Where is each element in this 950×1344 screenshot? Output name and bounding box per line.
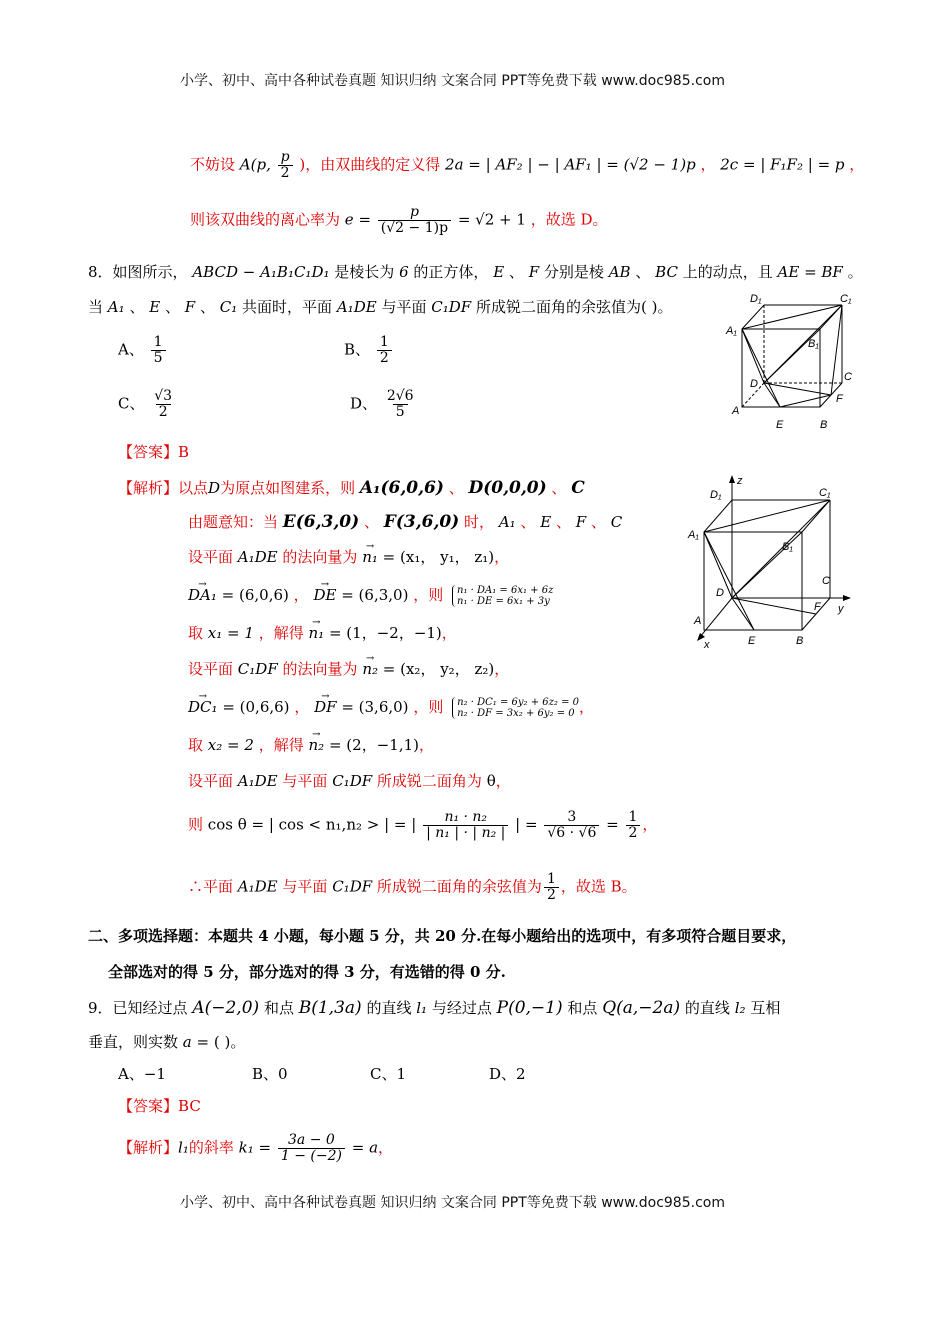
denominator: 1 − (−2) [278,1148,345,1164]
fraction [278,1133,345,1164]
label-b: B [820,419,828,431]
text: 当 [88,298,104,316]
line-d-e [764,383,780,407]
q8-solution-line-11 [188,872,637,903]
text: 是棱长为 [334,263,395,281]
option-label: C、 [118,394,145,413]
label-e: E [776,419,784,431]
text: 、 [555,513,571,531]
math: = (0,6,6) [222,698,290,716]
math: | = [515,815,538,834]
option-value: 1 [396,1065,407,1083]
text: 由题意知：当 [188,513,279,531]
math: = [606,815,619,834]
text: 所成锐二面角的余弦值为 [376,877,542,896]
equation: n₁ · DE = 6x₁ + 3y [457,596,550,607]
math: F(3,6,0) [383,512,460,532]
x-axis [700,598,732,637]
option-value: 0 [278,1065,288,1083]
label-x: x [704,639,710,651]
math: A₁ [498,513,516,531]
equation-system [452,585,553,607]
page-footer: 小学、初中、高中各种试卷真题 知识归纳 文案合同 PPT等免费下载 www.doc985.com [180,1195,725,1211]
q8-solution-line-7 [188,697,594,719]
vector: → DE [313,585,336,605]
text: ， [494,548,510,566]
math: = √2 + 1 [457,210,526,229]
line-a1-d [742,329,764,383]
numerator: 1 [628,809,638,825]
text: 则该双曲线的离心率为 [190,210,341,229]
q8-solution-line-8 [188,735,434,755]
math: = (2，−1,1) [328,736,419,754]
text: 与经过点 [431,999,492,1017]
fraction [544,872,559,903]
q8-stem-line-2 [88,297,672,317]
label-d: D [750,378,758,390]
math: E(6,3,0) [282,512,360,532]
vector: → DF [314,697,336,717]
text: 的直线 [684,999,730,1017]
text: 、 [551,479,567,497]
text: 、 [508,263,524,281]
text: 时， [464,513,495,531]
math: C₁DF [332,877,373,896]
q8-stem-line-1 [88,262,863,282]
text: ， [700,155,716,174]
label-f: F [836,393,843,405]
text: ， [418,736,434,754]
text: 的斜率 [188,1138,234,1157]
option-label: D、 [350,394,378,413]
label-a: A [732,405,740,417]
section-2-heading-line-1: 二、多项选择题：本题共 4 小题，每小题 5 分，共 20 分.在每小题给出的选项中，有多项符合题目要求， [88,927,797,945]
denominator: √6 · √6 [544,825,599,841]
cube-figure-1 [722,292,862,432]
math: P(0,−1) [496,998,563,1018]
math: F [184,298,196,316]
q8-solution-line-10 [188,810,657,841]
numerator: 1 [153,334,163,350]
denominator: 2 [626,825,641,841]
q8-option-b [344,335,394,366]
line-e-f [780,395,831,407]
cube-figure-2 [682,472,852,652]
q8-solution-line-1 [118,478,585,498]
math: C [610,513,623,531]
math: cos θ = | cos < n₁,n₂ > | = | [207,815,417,834]
math: 2a = | AF₂ | − | AF₁ | = (√2 − 1)p [445,155,696,174]
math: A₁DE [237,877,278,896]
text: 分别是棱 [543,263,604,281]
page-header: 小学、初中、高中各种试卷真题 知识归纳 文案合同 PPT等免费下载 www.doc985.com [180,73,725,89]
option-label: C、 [370,1065,397,1083]
math: E [149,298,161,316]
math: A₁(6,0,6) [359,478,444,498]
text: 、 [590,513,606,531]
numerator: 2√6 [386,388,414,404]
math: D [208,479,221,497]
q9-option-c [370,1064,406,1084]
line-a1-e [704,532,754,630]
math: 2c = | F₁F₂ | = p [720,155,845,174]
denominator: 2 [544,887,559,903]
z-arrow-icon [729,475,735,483]
text: 和点 [567,999,598,1017]
q8-option-c [118,389,177,420]
math: = (x₁， y₁， z₁) [382,548,495,566]
math: E [540,513,552,531]
math: E [493,263,505,281]
math: = (6,0,6) [221,586,289,604]
q8-option-d [350,389,419,420]
fraction [423,810,508,841]
option-label: B、 [344,340,371,359]
q8-solution-line-9 [188,771,511,791]
math: = (x₂， y₂， z₂) [382,660,495,678]
math: e = [344,210,372,229]
fraction [377,335,392,366]
math: C₁DF [332,772,373,790]
text: 。 [847,263,863,281]
q8-solution-line-5 [188,623,457,643]
line-d-f [764,383,831,395]
option-value: −1 [143,1065,166,1083]
equation: n₂ · DC₁ = 6y₂ + 6z₂ = 0 [457,697,580,708]
text: 、 [199,298,215,316]
math: = (1，−2，−1) [328,624,442,642]
math: D(0,0,0) [468,478,547,498]
denominator: 2 [156,404,171,420]
text: ， [494,660,510,678]
y-arrow-icon [843,595,851,601]
denominator: 5 [151,350,166,366]
text: ，则 [413,586,444,604]
solution-label: 【解析】 [118,479,179,497]
option-label: A、 [118,1065,144,1083]
text: ， [441,624,457,642]
line-d-e [732,598,754,630]
text: 设平面 [188,772,234,790]
math: 6 [399,263,409,281]
text: ， [495,772,511,790]
text: ，解得 [258,624,304,642]
math: AE = BF [777,263,843,281]
text: 9．已知经过点 [88,999,188,1017]
text: 垂直，则实数 [88,1033,179,1051]
q9-option-a [118,1064,166,1084]
fraction [151,335,166,366]
answer-label: 【答案】 [118,443,179,461]
text: 和点 [263,999,294,1017]
text: 上的动点，且 [682,263,773,281]
label-c1: C₁ [840,293,852,305]
math: θ [486,772,496,790]
prev-solution-line-2 [190,205,608,236]
math: A(p, [239,155,271,174]
math: A₁DE [237,772,278,790]
math: l₁ [416,999,428,1017]
answer-value: B [178,443,190,461]
q9-stem-line-2 [88,1032,245,1052]
label-c: C [844,371,852,383]
numerator: 3 [567,809,577,825]
q8-answer [118,442,189,462]
text: 与平面 [381,298,427,316]
math: a = [182,1033,210,1051]
text: 共面时，平面 [242,298,333,316]
math: = a [351,1138,379,1157]
q9-answer [118,1096,201,1116]
numerator: 1 [546,871,556,887]
math: B(1,3a) [298,998,362,1018]
math: A(−2,0) [192,998,260,1018]
text: 的正方体， [413,263,489,281]
denominator: 5 [393,404,408,420]
fraction [151,389,175,420]
label-z: z [737,475,743,487]
numerator: p [409,204,419,220]
text: 不妨设 [190,155,236,174]
text: 、 [363,513,379,531]
math: ABCD − A₁B₁C₁D₁ [192,263,330,281]
text: 、 [129,298,145,316]
label-d1: D₁ [710,489,722,501]
text: 、 [635,263,651,281]
denominator: 2 [377,350,392,366]
text: ， [642,815,658,834]
answer-label: 【答案】 [118,1097,179,1115]
text: ， [849,155,865,174]
equation-system [452,697,579,719]
math: l₂ [734,999,746,1017]
math: = (3,6,0) [341,698,409,716]
fraction [384,389,417,420]
math: x₂ = 2 [207,736,254,754]
text: 的直线 [366,999,412,1017]
math: A₁DE [237,548,278,566]
denominator: (√2 − 1)p [378,220,451,236]
q8-solution-line-6 [188,659,509,679]
math: C₁DF [237,660,278,678]
math: C₁ [219,298,238,316]
cube-edge [742,305,764,329]
label-a: A [694,615,702,627]
numerator: √3 [154,388,173,404]
text: ( )。 [213,1033,246,1051]
text: 的法向量为 [282,548,358,566]
text: 、 [448,479,464,497]
fraction [378,205,451,236]
line-f-c1 [831,305,842,395]
text: ，解得 [258,736,304,754]
text: 所成锐二面角为 [376,772,482,790]
text: ∴平面 [188,877,234,896]
text: 与平面 [282,772,328,790]
math: C₁DF [431,298,472,316]
text: 8．如图所示， [88,263,188,281]
vector: → DC₁ [188,697,218,717]
text: 互相 [750,999,781,1017]
line-d-c1 [732,500,830,598]
numerator: p [280,149,290,165]
math: AB [608,263,631,281]
label-a1: A₁ [688,529,699,541]
q8-solution-line-3 [188,547,509,567]
label-c1: C₁ [819,487,831,499]
vector: → n₂ [309,735,325,755]
diag-a1c1 [704,500,830,532]
q8-option-a [118,335,168,366]
math: x₁ = 1 [207,624,254,642]
text: 、 [520,513,536,531]
diag-a1c1 [742,305,842,329]
vector: → DA₁ [188,585,217,605]
denominator: 2 [278,165,293,181]
math: F [528,263,540,281]
text: 取 [188,736,204,754]
label-c: C [822,575,830,587]
math: F [575,513,587,531]
label-f: F [814,601,821,613]
section-2-heading-line-2: 全部选对的得 5 分，部分选对的得 3 分，有选错的得 0 分. [108,963,506,981]
math: = (6,3,0) [341,586,409,604]
text: ， [293,586,309,604]
text: ， [579,698,595,716]
fraction [626,810,641,841]
label-b1: B₁ [782,541,793,553]
math: A₁ [107,298,125,316]
answer-value: BC [178,1097,201,1115]
q8-solution-line-4 [188,585,553,607]
vector: → n₁ [309,623,325,643]
math: BC [655,263,678,281]
fraction [278,150,293,181]
text: ，故选 B。 [560,877,637,896]
q9-stem-line-1 [88,998,780,1018]
label-b1: B₁ [808,338,819,350]
line-a1-e [742,329,780,407]
label-d: D [716,587,724,599]
prev-solution-line-1 [190,150,864,181]
label-a1: A₁ [726,325,737,337]
numerator: n₁ · n₂ [444,809,488,825]
option-value: 2 [516,1065,526,1083]
vector: → n₂ [362,659,378,679]
text: ，则 [413,698,444,716]
text: 则 [188,815,204,834]
q9-solution-line-1 [118,1133,393,1164]
text: )，由双曲线的定义得 [299,155,441,174]
text: 与平面 [282,877,328,896]
label-y: y [838,603,844,615]
numerator: 3a − 0 [288,1132,335,1148]
option-label: D、 [489,1065,517,1083]
math: Q(a,−2a) [602,998,681,1018]
option-label: A、 [118,340,144,359]
math: k₁ = [238,1138,272,1157]
q9-option-d [489,1064,526,1084]
label-e: E [748,635,756,647]
equation: n₁ · DA₁ = 6x₁ + 6z [457,585,554,596]
text: 为原点如图建系，则 [220,479,356,497]
text: ， [294,698,310,716]
denominator: | n₁ | · | n₂ | [423,825,508,841]
q9-option-b [252,1064,288,1084]
q8-solution-line-2 [188,512,622,532]
cube-edge [704,500,732,532]
text: 设平面 [188,660,234,678]
vector: → n₁ [362,547,378,567]
equation: n₂ · DF = 3x₂ + 6y₂ = 0 [457,708,575,719]
text: ， [378,1138,394,1157]
text: 设平面 [188,548,234,566]
label-d1: D₁ [750,293,762,305]
math: l₁ [178,1138,189,1157]
option-label: B、 [252,1065,279,1083]
math: A₁DE [336,298,377,316]
label-b: B [796,635,804,647]
solution-label: 【解析】 [118,1138,179,1157]
math: C [571,478,585,498]
text: 取 [188,624,204,642]
text: ，故选 D。 [530,210,608,229]
numerator: 1 [379,334,389,350]
text: 的法向量为 [282,660,358,678]
text: 所成锐二面角的余弦值为( )。 [475,298,673,316]
text: 、 [164,298,180,316]
fraction [544,810,599,841]
text: 以点 [178,479,209,497]
